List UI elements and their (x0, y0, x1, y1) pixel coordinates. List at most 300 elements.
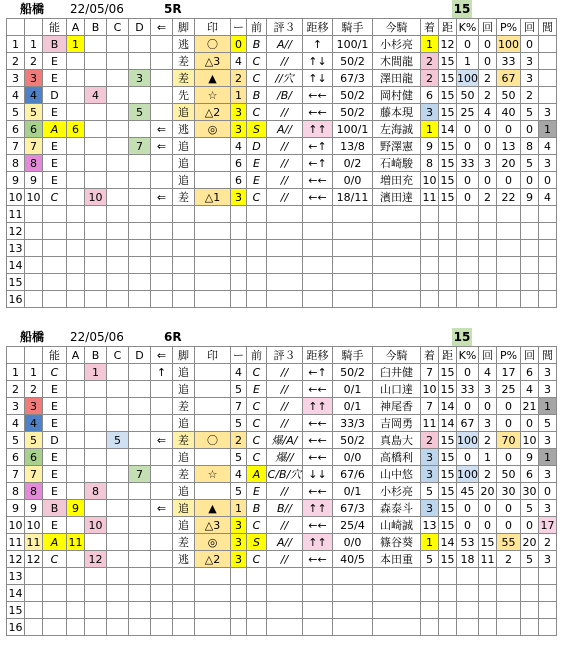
race-number: 5R (164, 2, 182, 16)
prediction-mark[interactable]: ☆ (195, 87, 231, 104)
finish: 7 (421, 398, 439, 415)
column-header[interactable]: ー (231, 19, 247, 36)
evaluation: //穴 (267, 70, 303, 87)
distance: 15 (440, 54, 455, 68)
evaluation: /B/ (267, 87, 303, 104)
rank-c (107, 138, 129, 155)
row-number: 11 (8, 535, 23, 549)
table-row[interactable] (7, 517, 557, 534)
column-header[interactable]: K% (457, 19, 479, 36)
horse-number: 1 (25, 36, 43, 53)
prediction-mark[interactable]: △3 (195, 53, 231, 70)
interval: 3 (539, 364, 557, 381)
arrow-flag (151, 381, 173, 398)
k-count: 3 (479, 155, 497, 172)
p-percent: 0 (497, 500, 521, 517)
rank-a (67, 53, 85, 70)
p-count: 2 (521, 87, 539, 104)
jockey-name[interactable]: 濱田達 (373, 189, 421, 206)
column-header[interactable]: 脚 (173, 347, 195, 364)
column-header[interactable]: B (85, 19, 107, 36)
interval: 4 (539, 138, 557, 155)
column-header[interactable]: 着 (421, 19, 439, 36)
jockey-name[interactable]: 野澤憲 (373, 138, 421, 155)
rank-c (107, 381, 129, 398)
distance-move: ←↑ (303, 138, 333, 155)
p-percent: 0 (497, 449, 521, 466)
column-header[interactable]: C (107, 19, 129, 36)
table-row[interactable] (7, 449, 557, 466)
column-header[interactable]: 閭 (539, 19, 557, 36)
table-row[interactable] (7, 415, 557, 432)
table-row[interactable] (7, 398, 557, 415)
jockey-name[interactable]: 岡村健 (373, 87, 421, 104)
distance-move: ←← (303, 381, 333, 398)
column-header[interactable]: 着 (421, 347, 439, 364)
evaluation: A// (267, 121, 303, 138)
table-row[interactable] (7, 551, 557, 568)
column-header[interactable]: 距移 (303, 19, 333, 36)
p-count: 5 (521, 500, 539, 517)
column-header[interactable]: 騎手 (333, 347, 373, 364)
column-header[interactable]: 能 (43, 19, 67, 36)
prediction-mark[interactable]: △3 (195, 517, 231, 534)
running-style: 差 (173, 189, 195, 206)
rank-c (107, 483, 129, 500)
score: 3 (231, 121, 247, 138)
table-row[interactable] (7, 104, 557, 121)
jockey-name[interactable]: 石崎駿 (373, 155, 421, 172)
horse-number: 7 (25, 138, 43, 155)
running-style: 追 (173, 415, 195, 432)
arrow-flag (151, 551, 173, 568)
distance-move: ←← (303, 104, 333, 121)
prediction-mark[interactable] (195, 415, 231, 432)
score: 5 (231, 483, 247, 500)
table-row[interactable] (7, 121, 557, 138)
column-header[interactable]: 距移 (303, 347, 333, 364)
interval: 4 (539, 189, 557, 206)
rank-d (129, 172, 151, 189)
row-number: 10 (8, 518, 23, 532)
distance: 15 (440, 501, 455, 515)
jockey-name[interactable]: 本田重 (373, 551, 421, 568)
table-row[interactable] (7, 534, 557, 551)
rank-b (85, 36, 107, 53)
empty-row (7, 619, 557, 636)
distance-move: ←← (303, 432, 333, 449)
interval: 3 (539, 432, 557, 449)
column-header[interactable]: 前 (247, 347, 267, 364)
rank-b (85, 415, 107, 432)
runner-count: 15 (453, 2, 471, 16)
k-count: 3 (479, 381, 497, 398)
p-count: 5 (521, 551, 539, 568)
score: 2 (231, 432, 247, 449)
table-row[interactable] (7, 172, 557, 189)
prediction-mark[interactable]: △2 (195, 104, 231, 121)
row-number: 11 (8, 207, 23, 221)
rank-d (129, 534, 151, 551)
p-percent: 100 (498, 37, 519, 51)
column-header[interactable]: D (129, 19, 151, 36)
rank-c (107, 70, 129, 87)
finish: 3 (421, 449, 439, 466)
horse-number: 8 (25, 483, 43, 500)
ability-grade: B (43, 36, 67, 53)
table-row[interactable] (7, 36, 557, 53)
distance-move: ←↑ (303, 364, 333, 381)
table-row[interactable] (7, 53, 557, 70)
rank-a (67, 432, 85, 449)
k-percent: 0 (457, 500, 479, 517)
distance: 15 (440, 88, 455, 102)
p-percent: 0 (497, 415, 521, 432)
prediction-mark[interactable]: ☆ (195, 466, 231, 483)
column-header[interactable]: 印 (195, 19, 231, 36)
jockey-name[interactable]: 臼井健 (373, 364, 421, 381)
table-row[interactable] (7, 500, 557, 517)
column-header[interactable]: 今騎 (373, 19, 421, 36)
p-count: 30 (522, 484, 537, 498)
rank-d (129, 551, 151, 568)
distance-move: ←← (303, 483, 333, 500)
prediction-mark[interactable]: △2 (195, 551, 231, 568)
rank-a (67, 381, 85, 398)
jockey-rate: 0/2 (333, 155, 373, 172)
column-header[interactable]: C (107, 347, 129, 364)
rank-d (129, 87, 151, 104)
table-row[interactable] (7, 70, 557, 87)
previous-grade: C (247, 364, 267, 381)
interval: 3 (539, 104, 557, 121)
k-count: 4 (479, 364, 497, 381)
arrow-flag: ⇐ (151, 121, 173, 138)
rank-d (129, 500, 151, 517)
jockey-name[interactable]: 山崎誠 (373, 517, 421, 534)
jockey-name[interactable]: 神尾香 (373, 398, 421, 415)
arrow-flag (151, 53, 173, 70)
jockey-name[interactable]: 増田充 (373, 172, 421, 189)
p-count: 0 (521, 517, 539, 534)
ability-grade: E (43, 449, 67, 466)
k-count: 4 (479, 104, 497, 121)
race-number: 6R (164, 330, 182, 344)
rank-a: 1 (67, 36, 85, 53)
running-style: 追 (173, 364, 195, 381)
table-row[interactable] (7, 364, 557, 381)
jockey-name[interactable]: 山口達 (373, 381, 421, 398)
k-count: 0 (479, 500, 497, 517)
table-row[interactable] (7, 189, 557, 206)
column-header[interactable]: 評３ (267, 19, 303, 36)
jockey-name[interactable]: 小杉亮 (373, 36, 421, 53)
previous-grade: S (247, 121, 267, 138)
arrow-flag: ⇐ (151, 500, 173, 517)
column-header[interactable]: D (129, 347, 151, 364)
interval: 3 (539, 381, 557, 398)
score: 3 (231, 534, 247, 551)
evaluation: // (267, 53, 303, 70)
score: 6 (231, 155, 247, 172)
score: 3 (231, 551, 247, 568)
row-number: 10 (8, 190, 23, 204)
rank-a (67, 466, 85, 483)
p-count: 0 (521, 415, 539, 432)
table-row[interactable] (7, 432, 557, 449)
previous-grade: C (247, 432, 267, 449)
jockey-name[interactable]: 篠谷葵 (373, 534, 421, 551)
distance-move: ←← (303, 551, 333, 568)
empty-row (7, 585, 557, 602)
jockey-rate: 0/1 (333, 381, 373, 398)
column-header[interactable]: 脚 (173, 19, 195, 36)
interval: 1 (539, 398, 557, 415)
p-percent: 33 (497, 53, 521, 70)
rank-b (85, 398, 107, 415)
horse-number: 11 (26, 535, 41, 549)
horse-number: 3 (25, 70, 43, 87)
column-header[interactable]: 距 (439, 19, 457, 36)
column-header[interactable]: 距 (439, 347, 457, 364)
jockey-name[interactable]: 高橋利 (373, 449, 421, 466)
prediction-mark[interactable]: 〇 (195, 432, 231, 449)
row-number: 13 (8, 241, 23, 255)
k-count: 2 (479, 466, 497, 483)
p-count: 0 (521, 172, 539, 189)
distance-move: ↑↑ (303, 398, 333, 415)
rank-a (67, 70, 85, 87)
table-row[interactable] (7, 466, 557, 483)
p-percent: 13 (497, 138, 521, 155)
prediction-mark[interactable]: ▲ (195, 70, 231, 87)
rank-a (67, 398, 85, 415)
p-percent: 50 (497, 87, 521, 104)
column-header[interactable]: 印 (195, 347, 231, 364)
jockey-name[interactable]: 小杉亮 (373, 483, 421, 500)
arrow-flag: ⇐ (151, 138, 173, 155)
running-style: 差 (173, 466, 195, 483)
table-row[interactable] (7, 138, 557, 155)
k-count: 15 (480, 535, 495, 549)
finish: 10 (422, 382, 437, 396)
distance: 15 (440, 71, 455, 85)
column-header[interactable]: 騎手 (333, 19, 373, 36)
column-header[interactable]: 回 (479, 19, 497, 36)
p-count: 6 (521, 466, 539, 483)
finish: 11 (422, 416, 437, 430)
horse-number: 6 (25, 121, 43, 138)
rank-d (129, 449, 151, 466)
rank-b: 1 (85, 364, 107, 381)
k-count: 0 (479, 53, 497, 70)
distance: 14 (440, 399, 455, 413)
interval: 3 (539, 155, 557, 172)
jockey-name[interactable]: 藤本現 (373, 104, 421, 121)
k-percent: 0 (457, 172, 479, 189)
previous-grade: C (247, 189, 267, 206)
table-row[interactable] (7, 155, 557, 172)
row-number: 6 (7, 449, 25, 466)
horse-number: 2 (25, 381, 43, 398)
jockey-rate: 0/0 (333, 534, 373, 551)
ability-grade: E (43, 517, 67, 534)
score: 3 (231, 104, 247, 121)
rank-c (107, 551, 129, 568)
rank-c (107, 121, 129, 138)
column-header[interactable]: B (85, 347, 107, 364)
k-count: 2 (479, 432, 497, 449)
prediction-mark[interactable] (195, 172, 231, 189)
horse-number: 4 (25, 415, 43, 432)
row-number: 14 (8, 258, 23, 272)
p-percent: 17 (497, 364, 521, 381)
ability-grade: B (43, 500, 67, 517)
prediction-mark[interactable]: 〇 (195, 36, 231, 53)
rank-c (107, 466, 129, 483)
prediction-mark[interactable]: ◎ (195, 534, 231, 551)
previous-grade: C (247, 104, 267, 121)
distance: 15 (440, 484, 455, 498)
prediction-mark[interactable]: ▲ (195, 500, 231, 517)
prediction-mark[interactable]: △1 (195, 189, 231, 206)
row-number: 13 (8, 569, 23, 583)
k-count: 1 (479, 449, 497, 466)
running-style: 差 (173, 534, 195, 551)
ability-grade: E (43, 138, 67, 155)
p-count: 9 (521, 449, 539, 466)
rank-d (129, 381, 151, 398)
column-header[interactable]: P% (497, 19, 521, 36)
k-count: 20 (480, 484, 495, 498)
ability-grade: E (43, 381, 67, 398)
p-percent: 70 (497, 432, 521, 449)
prediction-mark[interactable] (195, 398, 231, 415)
evaluation: // (267, 517, 303, 534)
score: 3 (231, 189, 247, 206)
ability-grade: A (43, 534, 67, 551)
column-header[interactable]: K% (457, 347, 479, 364)
running-style: 追 (173, 517, 195, 534)
table-row[interactable] (7, 381, 557, 398)
row-number: 12 (8, 552, 23, 566)
jockey-rate: 100/1 (333, 121, 373, 138)
score: 2 (231, 70, 247, 87)
column-header[interactable]: 閭 (539, 347, 557, 364)
empty-row (7, 257, 557, 274)
column-header[interactable]: 回 (521, 19, 539, 36)
interval: 1 (539, 121, 557, 138)
column-header[interactable]: P% (497, 347, 521, 364)
rank-b (85, 70, 107, 87)
jockey-name[interactable]: 木間龍 (373, 53, 421, 70)
arrow-flag (151, 517, 173, 534)
k-percent: 33 (457, 155, 479, 172)
column-header[interactable]: A (67, 19, 85, 36)
distance: 15 (440, 156, 455, 170)
finish: 11 (422, 190, 437, 204)
k-count: 0 (479, 138, 497, 155)
prediction-mark[interactable] (195, 483, 231, 500)
column-header[interactable]: ⇐ (151, 19, 173, 36)
distance: 15 (440, 552, 455, 566)
evaluation: // (267, 189, 303, 206)
jockey-name[interactable]: 真島大 (373, 432, 421, 449)
rank-b (85, 381, 107, 398)
ability-grade: E (43, 398, 67, 415)
k-count: 0 (479, 36, 497, 53)
jockey-name[interactable]: 森泰斗 (373, 500, 421, 517)
p-count: 9 (521, 189, 539, 206)
running-style: 追 (173, 449, 195, 466)
jockey-rate: 50/2 (333, 432, 373, 449)
finish: 3 (421, 104, 439, 121)
jockey-name[interactable]: 左海誠 (373, 121, 421, 138)
k-percent: 67 (457, 415, 479, 432)
column-header[interactable]: A (67, 347, 85, 364)
column-header[interactable]: ⇐ (151, 347, 173, 364)
p-percent: 2 (497, 551, 521, 568)
jockey-name[interactable]: 山中悠 (373, 466, 421, 483)
prediction-mark[interactable] (195, 155, 231, 172)
ability-grade: E (43, 172, 67, 189)
prediction-mark[interactable]: ◎ (195, 121, 231, 138)
column-header[interactable]: 前 (247, 19, 267, 36)
interval: 3 (539, 466, 557, 483)
evaluation: // (267, 381, 303, 398)
distance: 15 (440, 139, 455, 153)
evaluation: // (267, 138, 303, 155)
rank-a (67, 155, 85, 172)
prediction-mark[interactable] (195, 381, 231, 398)
rank-d (129, 432, 151, 449)
p-count: 4 (521, 381, 539, 398)
k-percent: 50 (457, 87, 479, 104)
interval (539, 70, 557, 87)
jockey-name[interactable]: 澤田龍 (373, 70, 421, 87)
rank-d (129, 398, 151, 415)
finish: 5 (421, 551, 439, 568)
previous-grade: E (247, 172, 267, 189)
k-count: 11 (480, 552, 495, 566)
rank-a: 11 (68, 535, 83, 549)
column-header[interactable]: ー (231, 347, 247, 364)
evaluation: 爆/A/ (267, 432, 303, 449)
column-header[interactable]: 評３ (267, 347, 303, 364)
jockey-rate: 0/0 (333, 172, 373, 189)
rank-a (67, 449, 85, 466)
jockey-rate: 33/3 (333, 415, 373, 432)
rank-c (107, 155, 129, 172)
column-header[interactable]: 回 (479, 347, 497, 364)
prediction-mark[interactable] (195, 364, 231, 381)
arrow-flag (151, 87, 173, 104)
k-percent: 0 (457, 398, 479, 415)
rank-c (107, 172, 129, 189)
column-header[interactable]: 能 (43, 347, 67, 364)
rank-b (85, 172, 107, 189)
prediction-mark[interactable] (195, 449, 231, 466)
rank-c (107, 500, 129, 517)
table-row[interactable] (7, 87, 557, 104)
table-row[interactable] (7, 483, 557, 500)
jockey-name[interactable]: 吉岡勇 (373, 415, 421, 432)
prediction-mark[interactable] (195, 138, 231, 155)
row-number: 8 (7, 155, 25, 172)
column-header[interactable]: 回 (521, 347, 539, 364)
column-header[interactable]: 今騎 (373, 347, 421, 364)
distance: 15 (440, 382, 455, 396)
